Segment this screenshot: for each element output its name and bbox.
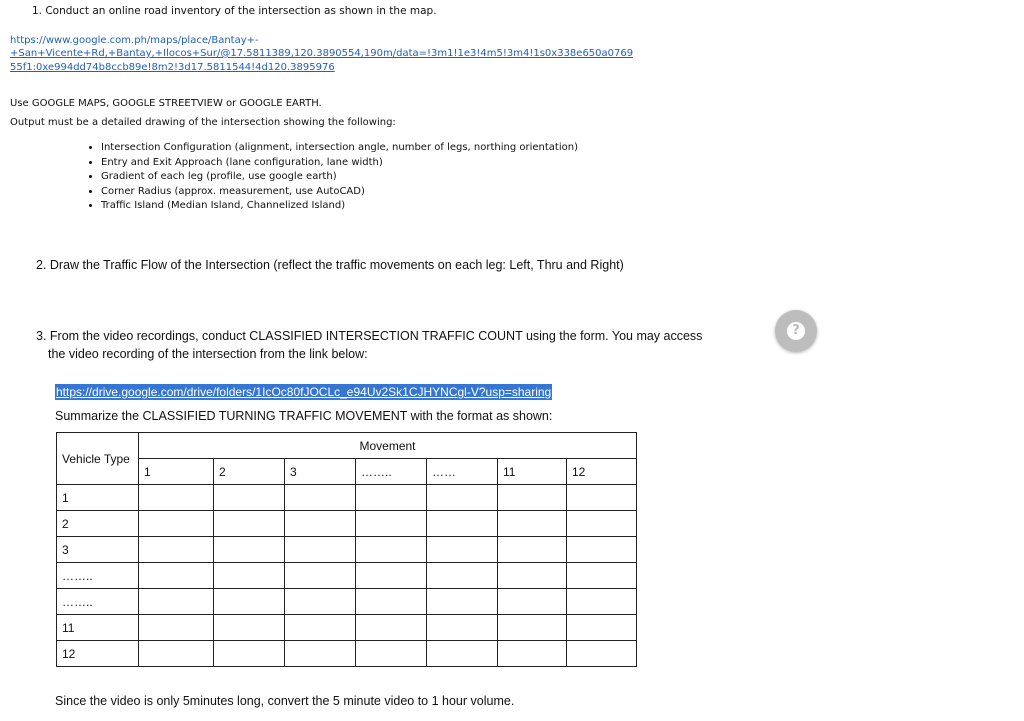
traffic-count-table	[56, 432, 637, 667]
table-cell	[498, 485, 567, 511]
table-row	[57, 563, 637, 589]
row-label: 12	[57, 641, 139, 667]
row-label: 1	[57, 485, 139, 511]
table-cell	[356, 537, 427, 563]
list-item: • Corner Radius (approx. measurement, use AutoCAD)	[101, 185, 578, 200]
table-cell	[427, 511, 498, 537]
table-cell	[356, 615, 427, 641]
table-cell	[567, 641, 637, 667]
table-cell	[139, 641, 214, 667]
summarize-instruction: Summarize the CLASSIFIED TURNING TRAFFIC MOVEMENT with the format as shown:	[55, 409, 553, 423]
table-cell	[139, 485, 214, 511]
list-item: • Entry and Exit Approach (lane configuration, lane width)	[101, 156, 578, 171]
table-cell	[567, 615, 637, 641]
table-cell	[498, 641, 567, 667]
table-cell	[567, 511, 637, 537]
table-cell	[214, 537, 285, 563]
map-url-line-1[interactable]: https://www.google.com.ph/maps/place/Bantay+-	[10, 35, 259, 46]
tools-instruction: Use GOOGLE MAPS, GOOGLE STREETVIEW or GOOGLE EARTH.	[10, 98, 322, 109]
question-2: 2. Draw the Traffic Flow of the Intersection (reflect the traffic movements on each leg: Left, Thru and Right)	[36, 258, 624, 272]
table-cell	[567, 485, 637, 511]
table-row	[57, 485, 637, 511]
movement-header: Movement	[139, 433, 637, 459]
table-cell	[285, 589, 356, 615]
table-cell	[214, 485, 285, 511]
drive-link[interactable]: https://drive.google.com/drive/folders/1IcOc80fJOCLc_e94Uv2Sk1CJHYNCgl-V?usp=sharing	[56, 385, 552, 399]
question-3-line-2: the video recording of the intersection from the link below:	[48, 347, 368, 361]
table-row	[57, 641, 637, 667]
table-cell	[139, 563, 214, 589]
movement-column-header: 12	[567, 459, 637, 485]
table-cell	[427, 563, 498, 589]
table-cell	[214, 589, 285, 615]
table-cell	[427, 537, 498, 563]
table-cell	[498, 511, 567, 537]
table-cell	[498, 615, 567, 641]
table-row	[57, 615, 637, 641]
footer-note: Since the video is only 5minutes long, convert the 5 minute video to 1 hour volume.	[55, 694, 515, 708]
table-cell	[139, 589, 214, 615]
table-cell	[567, 563, 637, 589]
row-label: ……..	[57, 589, 139, 615]
movement-column-header: 1	[139, 459, 214, 485]
table-cell	[285, 563, 356, 589]
table-row	[57, 511, 637, 537]
movement-column-header: 11	[498, 459, 567, 485]
list-item: • Traffic Island (Median Island, Channelized Island)	[101, 199, 578, 214]
table-cell	[356, 563, 427, 589]
table-cell	[139, 615, 214, 641]
output-instruction: Output must be a detailed drawing of the intersection showing the following:	[10, 117, 396, 128]
table-cell	[427, 589, 498, 615]
question-mark-icon: ?	[787, 322, 805, 340]
table-cell	[285, 615, 356, 641]
row-label: ……..	[57, 563, 139, 589]
requirements-list	[84, 141, 578, 214]
row-label: 3	[57, 537, 139, 563]
table-cell	[498, 563, 567, 589]
table-cell	[567, 589, 637, 615]
table-cell	[427, 485, 498, 511]
table-cell	[285, 537, 356, 563]
question-3-line-1: 3. From the video recordings, conduct CLASSIFIED INTERSECTION TRAFFIC COUNT using the form. You may access	[36, 329, 703, 343]
map-url-line-2[interactable]: +San+Vicente+Rd,+Bantay,+Ilocos+Sur/@17.5811389,120.3890554,190m/data=!3m1!1e3!4m5!3m4!1s0x338e650a0769	[10, 48, 634, 59]
movement-column-header: ……	[427, 459, 498, 485]
movement-column-header: ……..	[356, 459, 427, 485]
table-cell	[567, 537, 637, 563]
table-cell	[498, 589, 567, 615]
table-row	[57, 589, 637, 615]
table-header-row	[57, 459, 637, 485]
table-cell	[285, 511, 356, 537]
table-cell	[356, 511, 427, 537]
table-cell	[214, 641, 285, 667]
table-cell	[356, 641, 427, 667]
table-cell	[285, 641, 356, 667]
row-label: 2	[57, 511, 139, 537]
list-item: • Intersection Configuration (alignment, intersection angle, number of legs, northing orientation)	[101, 141, 578, 156]
row-label: 11	[57, 615, 139, 641]
movement-column-header: 2	[214, 459, 285, 485]
question-1: 1. Conduct an online road inventory of the intersection as shown in the map.	[32, 5, 437, 17]
table-cell	[356, 589, 427, 615]
table-cell	[139, 511, 214, 537]
table-cell	[285, 485, 356, 511]
map-url-line-3[interactable]: 55f1:0xe994dd74b8ccb89e!8m2!3d17.5811544!4d120.3895976	[10, 62, 335, 73]
vehicle-type-header: Vehicle Type	[57, 433, 139, 485]
table-cell	[139, 537, 214, 563]
table-cell	[427, 615, 498, 641]
list-item: • Gradient of each leg (profile, use google earth)	[101, 170, 578, 185]
table-cell	[214, 615, 285, 641]
table-cell	[214, 511, 285, 537]
table-row	[57, 537, 637, 563]
table-cell	[498, 537, 567, 563]
table-cell	[427, 641, 498, 667]
table-cell	[356, 485, 427, 511]
table-cell	[214, 563, 285, 589]
help-button[interactable]	[775, 310, 817, 352]
table-header-row	[57, 433, 637, 459]
movement-column-header: 3	[285, 459, 356, 485]
